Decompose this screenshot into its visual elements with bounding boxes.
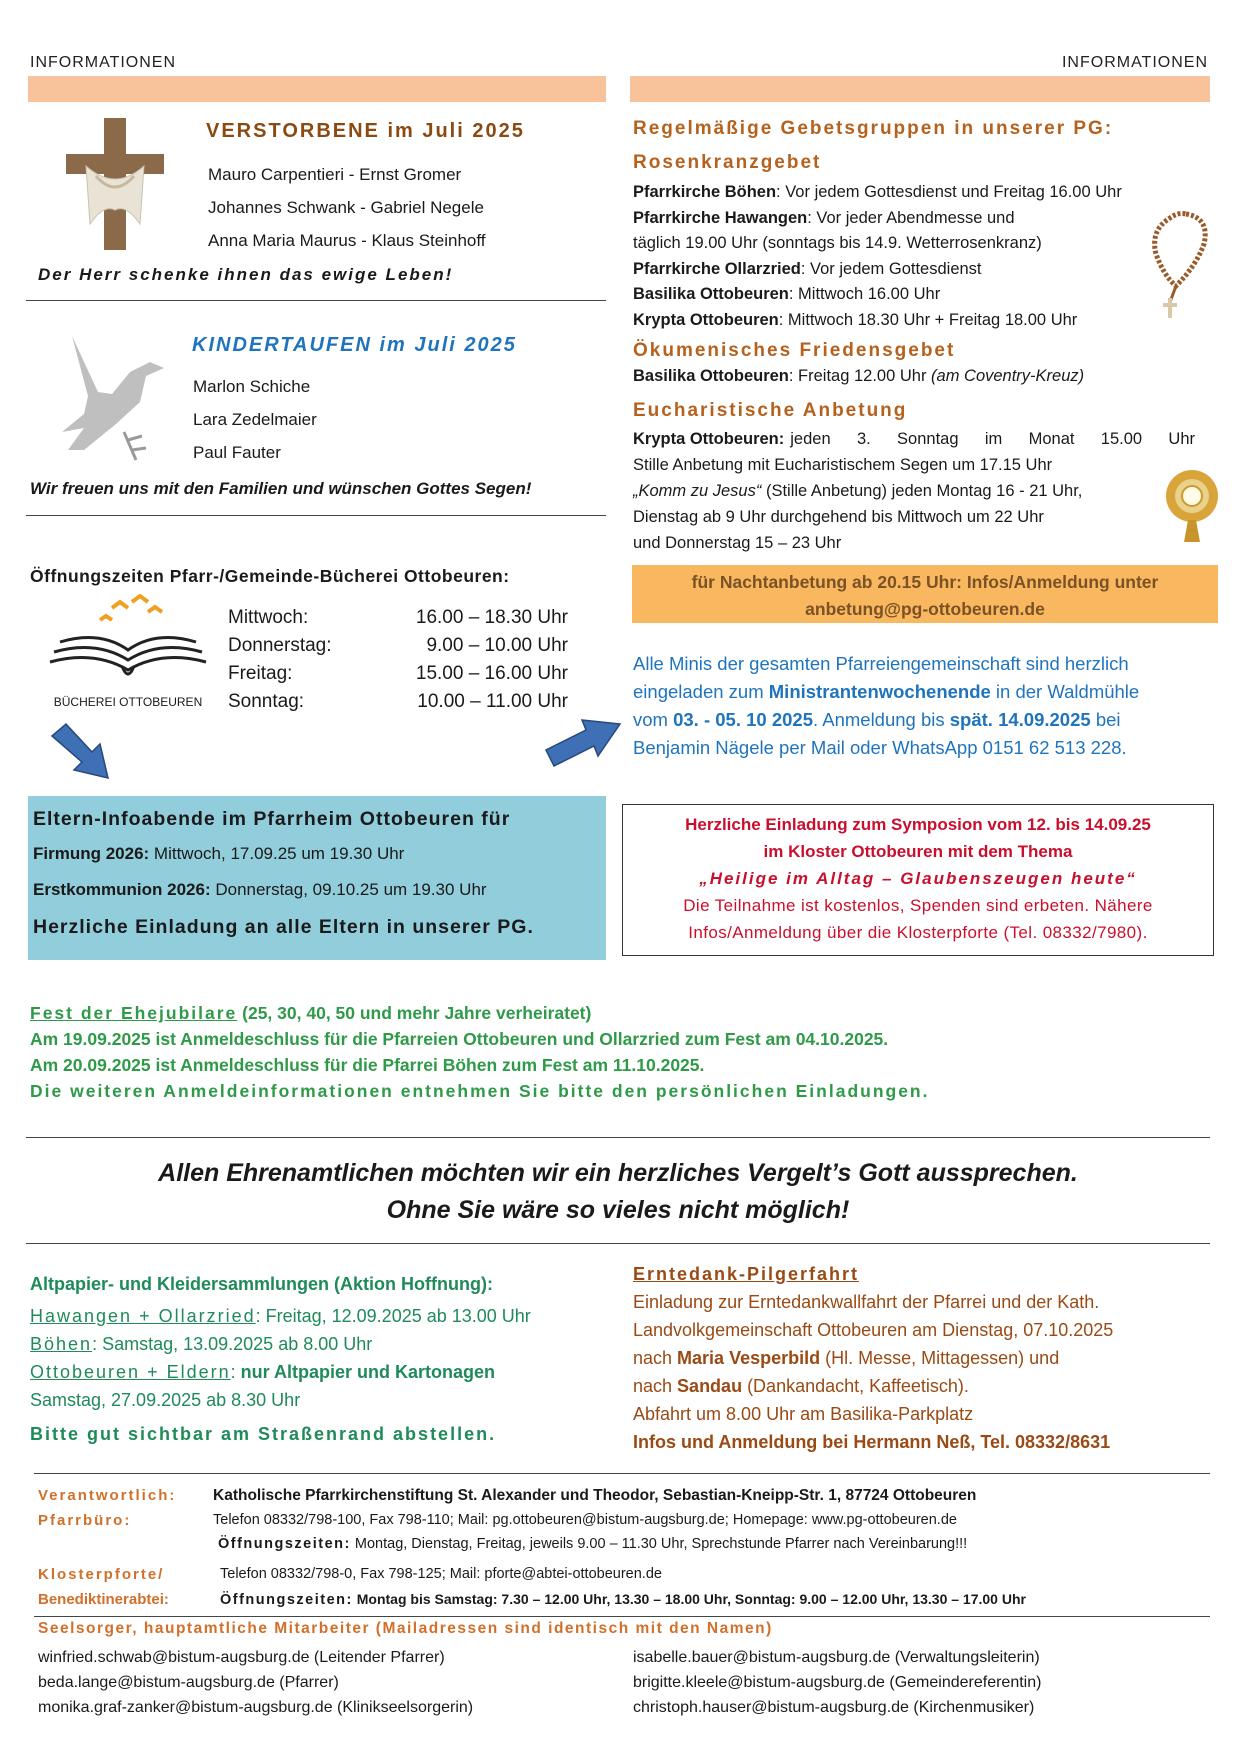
baptism-name: Paul Fauter [193,443,281,462]
symposion-line: Infos/Anmeldung über die Klosterpforte (Tel. 08332/7980). [688,923,1148,942]
collection-row: Samstag, 27.09.2025 ab 8.30 Uhr [30,1390,301,1410]
night-line-1: für Nachtanbetung ab 20.15 Uhr: Infos/Anmeldung unter [691,572,1159,592]
library-logo [40,594,216,714]
hours-row [228,660,568,688]
baptisms-blessing: Wir freuen uns mit den Familien und wünschen Gottes Segen! [30,479,532,498]
rosary-row: Pfarrkirche Ollarzried: Vor jedem Gottesdienst [633,259,982,278]
symposion-line: im Kloster Ottobeuren mit dem Thema [763,842,1073,861]
divider [26,300,606,301]
kommunion-row: Erstkommunion 2026: Donnerstag, 09.10.25 um 19.30 Uhr [33,880,487,899]
divider [26,1243,1210,1244]
baptism-name: Lara Zedelmaier [193,410,317,429]
deceased-title: VERSTORBENE im Juli 2025 [206,120,525,142]
adoration-title: Eucharistische Anbetung [633,400,908,421]
jubilee-text [30,1000,930,1104]
adoration-row: und Donnerstag 15 – 23 Uhr [633,534,842,552]
pilgrimage-line: Einladung zur Erntedankwallfahrt der Pfarrei und der Kath. [633,1292,1100,1312]
footer-resp-label: Verantwortlich: [38,1487,177,1504]
deceased-row: Mauro Carpentieri - Ernst Gromer [208,165,462,184]
symposion-theme: „Heilige im Alltag – Glaubenszeugen heute“ [699,869,1137,888]
symposion-line: Herzliche Einladung zum Symposion vom 12. bis 14.09.25 [685,815,1151,834]
header-bar-left [28,76,606,102]
collection-row: Böhen: Samstag, 13.09.2025 ab 8.00 Uhr [30,1334,373,1354]
arrow-up-right-icon [544,708,624,773]
baptism-name: Marlon Schiche [193,377,311,396]
peace-title: Ökumenisches Friedensgebet [633,340,956,361]
thanks-text [26,1155,1210,1229]
pilgrimage-block [633,1260,1205,1456]
deceased-row: Anna Maria Maurus - Klaus Steinhoff [208,231,486,250]
divider [34,1616,1210,1617]
cross-image [56,114,174,254]
baptisms-title: KINDERTAUFEN im Juli 2025 [192,334,517,356]
hours-time: 15.00 – 16.00 Uhr [415,663,568,684]
minis-text [633,650,1207,762]
hours-day: Sonntag: [228,691,305,712]
thanks-line: Allen Ehrenamtlichen möchten wir ein herzliches Vergelt’s Gott aussprechen. [158,1159,1078,1187]
rosary-row: Basilika Ottobeuren: Mittwoch 16.00 Uhr [633,285,941,303]
rosary-list [633,180,1122,333]
library-hours [228,604,568,716]
divider [26,1137,1210,1138]
arrow-down-right-icon [48,722,118,787]
collection-title: Altpapier- und Kleidersammlungen (Aktion Hoffnung): [30,1274,493,1294]
staff-entry: christoph.hauser@bistum-augsburg.de (Kirchenmusiker) [633,1699,1035,1716]
adoration-row: Dienstag ab 9 Uhr durchgehend bis Mittwoch um 22 Uhr [633,508,1044,526]
divider [34,1473,1210,1474]
footer-abbey-label-2: Benediktinerabtei: [38,1591,169,1608]
staff-list-left [38,1645,473,1720]
jubilee-line: Am 19.09.2025 ist Anmeldeschluss für die Pfarreien Ottobeuren und Ollarzried zum Fest am 04.10.2025. [30,1029,889,1049]
baptisms-list [193,370,317,469]
header-right: INFORMATIONEN [1061,54,1208,71]
thanks-line: Ohne Sie wäre so vieles nicht möglich! [386,1196,850,1224]
pilgrimage-line: nach Maria Vesperbild (Hl. Messe, Mittagessen) und [633,1348,1060,1368]
rosary-title: Rosenkranzgebet [633,152,822,173]
footer-office-hours: Öffnungszeiten: Montag, Dienstag, Freitag, jeweils 9.00 – 11.30 Uhr, Sprechstunde Pfarrer nach Vereinbarung!!! [218,1536,968,1552]
parents-box [28,796,606,960]
minis-line: Alle Minis der gesamten Pfarreiengemeinschaft sind herzlich [633,653,1129,674]
monstrance-icon [1162,462,1222,549]
adoration-row: Krypta Ottobeuren: jeden 3. Sonntag im Monat 15.00 Uhr [633,430,1195,448]
parents-invite: Herzliche Einladung an alle Eltern in unserer PG. [33,916,534,938]
footer-abbey-hours: Öffnungszeiten: Montag bis Samstag: 7.30 – 12.00 Uhr, 13.30 – 18.00 Uhr, Sonntag: 9.00 – 12.00 Uhr, 13.30 – 17.00 Uhr [220,1591,1026,1608]
pilgrimage-line: nach Sandau (Dankandacht, Kaffeetisch). [633,1376,969,1396]
hours-time: 10.00 – 11.00 Uhr [417,691,568,712]
collection-block [30,1270,531,1448]
symposion-box [622,804,1214,956]
collection-row: Hawangen + Ollarzried: Freitag, 12.09.2025 ab 13.00 Uhr [30,1306,531,1326]
divider [26,515,606,516]
footer-staff-title: Seelsorger, hauptamtliche Mitarbeiter (Mailadressen sind identisch mit den Namen) [38,1620,773,1637]
deceased-row: Johannes Schwank - Gabriel Negele [208,198,484,217]
staff-list-right [633,1645,1041,1720]
footer-resp-text: Katholische Pfarrkirchenstiftung St. Alexander und Theodor, Sebastian-Kneipp-Str. 1, 87724 Ottobeuren [213,1487,977,1504]
minis-line: Benjamin Nägele per Mail oder WhatsApp 0151 62 513 228. [633,737,1127,758]
staff-entry: monika.graf-zanker@bistum-augsburg.de (Klinikseelsorgerin) [38,1699,474,1716]
night-line-2: anbetung@pg-ottobeuren.de [805,599,1045,619]
collection-row: Ottobeuren + Eldern: nur Altpapier und Kartonagen [30,1362,495,1382]
jubilee-title: Fest der Ehejubilare (25, 30, 40, 50 und mehr Jahre verheiratet) [30,1003,592,1023]
hours-day: Donnerstag: [228,635,332,656]
pilgrimage-line: Landvolkgemeinschaft Ottobeuren am Dienstag, 07.10.2025 [633,1320,1114,1340]
footer-abbey-label: Klosterpforte/ [38,1566,165,1583]
peace-row: Basilika Ottobeuren: Freitag 12.00 Uhr (am Coventry-Kreuz) [633,367,1085,385]
rosary-row: täglich 19.00 Uhr (sonntags bis 14.9. Wetterrosenkranz) [633,234,1042,252]
pilgrimage-title: Erntedank-Pilgerfahrt [633,1264,860,1284]
firmung-row: Firmung 2026: Mittwoch, 17.09.25 um 19.30 Uhr [33,844,405,863]
staff-entry: isabelle.bauer@bistum-augsburg.de (Verwaltungsleiterin) [633,1649,1040,1666]
night-adoration-box [632,565,1218,623]
footer-office-label: Pfarrbüro: [38,1512,132,1529]
hours-row [228,604,568,632]
hours-row [228,688,568,716]
collection-note: Bitte gut sichtbar am Straßenrand abstellen. [30,1424,497,1444]
footer-office-text: Telefon 08332/798-100, Fax 798-110; Mail: pg.ottobeuren@bistum-augsburg.de; Homepage: www.pg-ottobeuren.de [213,1512,957,1528]
pilgrimage-contact: Infos und Anmeldung bei Hermann Neß, Tel. 08332/8631 [633,1432,1111,1452]
rosary-icon [1126,210,1212,325]
rosary-row: Pfarrkirche Böhen: Vor jedem Gottesdienst und Freitag 16.00 Uhr [633,183,1122,201]
adoration-row: „Komm zu Jesus“ (Stille Anbetung) jeden Montag 16 - 21 Uhr, [633,482,1083,500]
minis-line: eingeladen zum Ministrantenwochenende in der Waldmühle [633,681,1140,702]
deceased-list [208,158,486,257]
hours-time: 9.00 – 10.00 Uhr [426,635,568,656]
hours-row [228,632,568,660]
hours-time: 16.00 – 18.30 Uhr [415,607,568,628]
symposion-line: Die Teilnahme ist kostenlos, Spenden sind erbeten. Nähere [683,896,1153,915]
header-left: INFORMATIONEN [30,54,177,71]
jubilee-line: Die weiteren Anmeldeinformationen entnehmen Sie bitte den persönlichen Einladungen. [30,1081,930,1101]
rosary-row: Krypta Ottobeuren: Mittwoch 18.30 Uhr + Freitag 18.00 Uhr [633,310,1078,329]
minis-line: vom 03. - 05. 10 2025. Anmeldung bis spät. 14.09.2025 bei [633,709,1121,730]
staff-entry: beda.lange@bistum-augsburg.de (Pfarrer) [38,1674,339,1691]
header-bar-right [630,76,1210,102]
prayer-title: Regelmäßige Gebetsgruppen in unserer PG: [633,118,1114,139]
adoration-text [633,426,1195,556]
adoration-row: Stille Anbetung mit Eucharistischem Segen um 17.15 Uhr [633,456,1053,474]
hours-day: Freitag: [228,663,293,684]
hours-day: Mittwoch: [228,607,309,628]
footer-abbey-text: Telefon 08332/798-0, Fax 798-125; Mail: pforte@abtei-ottobeuren.de [220,1566,662,1582]
staff-entry: brigitte.kleele@bistum-augsburg.de (Gemeindereferentin) [633,1674,1042,1691]
dove-image [54,332,174,472]
library-title: Öffnungszeiten Pfarr-/Gemeinde-Bücherei Ottobeuren: [30,566,510,586]
deceased-blessing: Der Herr schenke ihnen das ewige Leben! [38,265,454,284]
staff-entry: winfried.schwab@bistum-augsburg.de (Leitender Pfarrer) [38,1649,445,1666]
rosary-row: Pfarrkirche Hawangen: Vor jeder Abendmesse und [633,208,1015,227]
library-logo-text: BÜCHEREI OTTOBEUREN [53,695,203,709]
parents-title: Eltern-Infoabende im Pfarrheim Ottobeuren für [33,808,511,830]
pilgrimage-line: Abfahrt um 8.00 Uhr am Basilika-Parkplatz [633,1404,974,1424]
jubilee-line: Am 20.09.2025 ist Anmeldeschluss für die Pfarrei Böhen zum Fest am 11.10.2025. [30,1055,705,1075]
